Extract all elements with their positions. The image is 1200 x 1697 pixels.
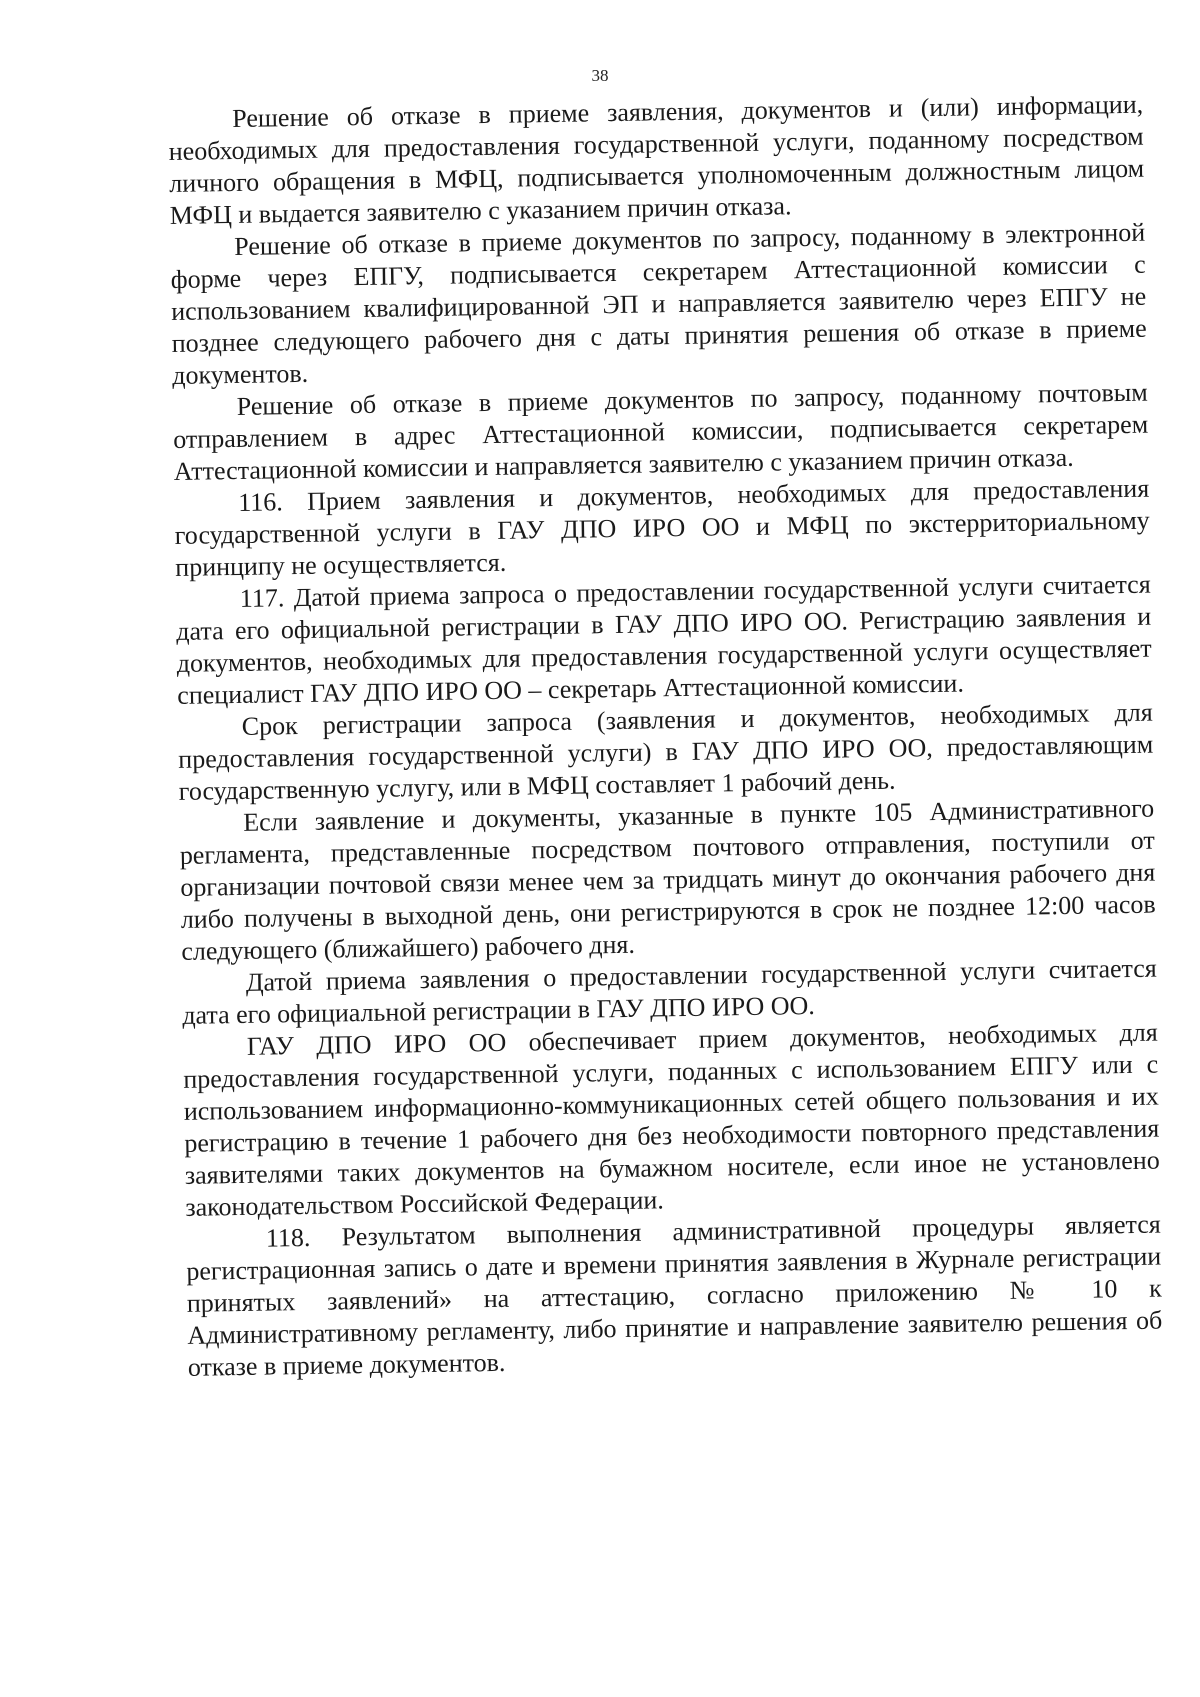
paragraph-116: 116. Прием заявления и документов, необходимых для предоставления государственной услуги в ГАУ ДПО ИРО ОО и МФЦ по экстерриториальному принципу не осуществляется.: [174, 473, 1150, 582]
paragraph-refusal-epgu: Решение об отказе в приеме документов по запросу, поданному в электронной форме через ЕПГУ, подписывается секретарем Аттестационной комиссии с использованием квалифицированной ЭП и направляется заявителю через ЕПГУ не позднее следующего рабочего дня с даты принятия решения об отказе в приеме документов.: [170, 217, 1147, 390]
paragraph-refusal-mfc: Решение об отказе в приеме заявления, документов и (или) информации, необходимых для предоставления государственной услуги, поданному посредством личного обращения в МФЦ, подписывается уполномоченным должностным лицом МФЦ и выдается заявителю с указанием причин отказа.: [168, 89, 1145, 230]
paragraph-refusal-post: Решение об отказе в приеме документов по запросу, поданному почтовым отправлением в адрес Аттестационной комиссии, подписывается секретарем Аттестационной комиссии и направляется заявителю с указанием причин отказа.: [173, 377, 1149, 486]
page-number: 38: [591, 66, 609, 85]
paragraph-electronic-receipt: ГАУ ДПО ИРО ОО обеспечивает прием документов, необходимых для предоставления государственной услуги, поданных с использованием ЕПГУ или с использованием информационно-коммуникационных сетей общего пользования и их регистрацию в течение 1 рабочего дня без необходимости повторного представления заявителями таких документов на бумажном носителе, если иное не установлено законодательством Российской Федерации.: [183, 1017, 1160, 1222]
document-body: [168, 89, 1163, 1384]
paragraph-postal-receipt: Если заявление и документы, указанные в пункте 105 Административного регламента, представленные посредством почтового отправления, поступили от организации почтовой связи менее чем за тридцать минут до окончания рабочего дня либо получены в выходной день, они регистрируются в срок не позднее 12:00 часов следующего (ближайшего) рабочего дня.: [179, 793, 1156, 966]
paragraph-acceptance-date: Датой приема заявления о предоставлении государственной услуги считается дата его официальной регистрации в ГАУ ДПО ИРО ОО.: [182, 953, 1157, 1030]
paragraph-registration-term: Срок регистрации запроса (заявления и документов, необходимых для предоставления государственной услуги) в ГАУ ДПО ИРО ОО, предоставляющим государственную услугу, или в МФЦ составляет 1 рабочий день.: [178, 697, 1154, 806]
paragraph-117: 117. Датой приема запроса о предоставлении государственной услуги считается дата его официальной регистрации в ГАУ ДПО ИРО ОО. Регистрацию заявления и документов, необходимых для предоставления государственной услуги осуществляет специалист ГАУ ДПО ИРО ОО – секретарь Аттестационной комиссии.: [176, 569, 1152, 710]
paragraph-118: 118. Результатом выполнения административной процедуры является регистрационная запись о дате и времени принятия заявления в Журнале регистрации принятых заявлений» на аттестацию, согласно приложению № 10 к Административному регламенту, либо принятие и направление заявителю решения об отказе в приеме документов.: [186, 1209, 1163, 1382]
